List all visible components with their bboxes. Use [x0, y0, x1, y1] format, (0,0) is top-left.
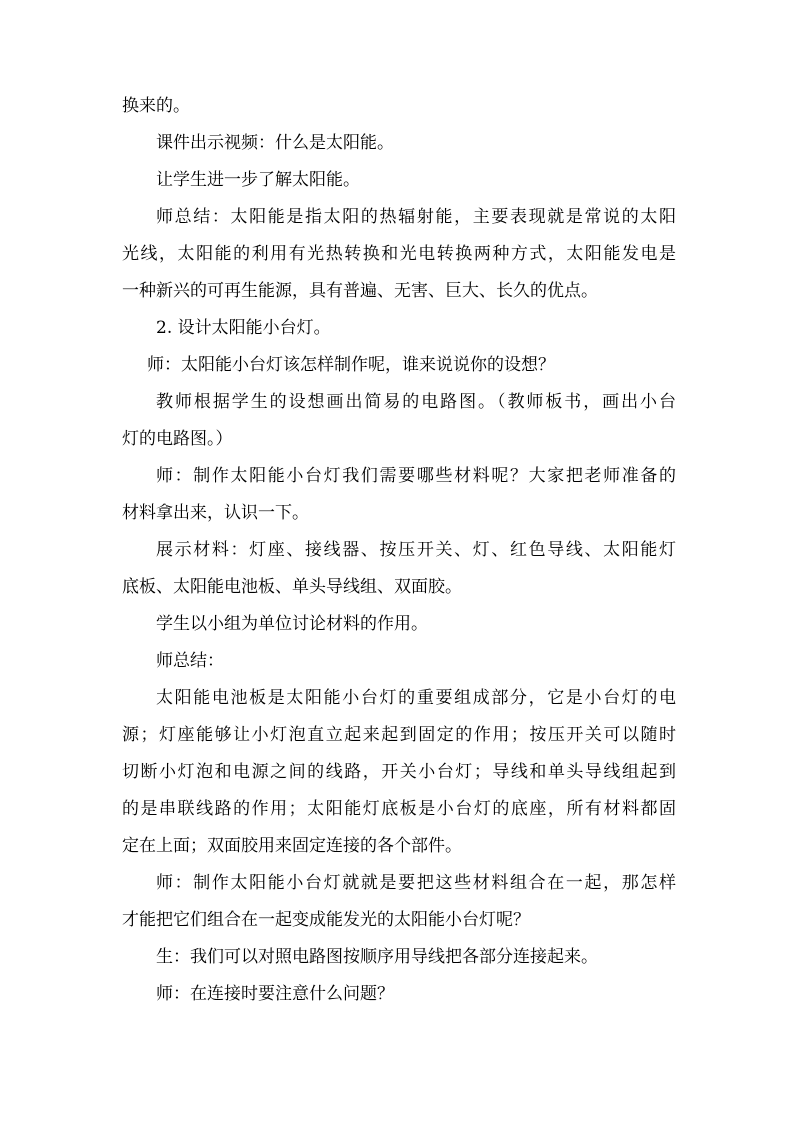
text-line-2: 课件出示视频：什么是太阳能。 — [156, 133, 394, 153]
text-line-12: 材料拿出来，认识一下。 — [122, 503, 309, 523]
text-line-3: 让学生进一步了解太阳能。 — [156, 170, 360, 190]
text-line-21: 定在上面；双面胶用来固定连接的各个部件。 — [122, 836, 462, 856]
text-line-11: 师：制作太阳能小台灯我们需要哪些材料呢？大家把老师准备的 — [156, 466, 676, 486]
text-line-25: 师：在连接时要注意什么问题？ — [156, 984, 394, 1004]
text-line-16: 师总结： — [156, 651, 224, 671]
text-line-8: 师：太阳能小台灯该怎样制作呢，谁来说说你的设想？ — [147, 355, 555, 375]
text-line-7: 2. 设计太阳能小台灯。 — [156, 318, 331, 338]
text-line-14: 底板、太阳能电池板、单头导线组、双面胶。 — [122, 577, 462, 597]
text-line-19: 切断小灯泡和电源之间的线路，开关小台灯；导线和单头导线组起到 — [122, 762, 676, 782]
text-line-5: 光线，太阳能的利用有光热转换和光电转换两种方式，太阳能发电是 — [122, 244, 676, 264]
text-line-1: 换来的。 — [122, 96, 190, 116]
text-line-22: 师：制作太阳能小台灯就就是要把这些材料组合在一起，那怎样 — [156, 873, 676, 893]
text-line-15: 学生以小组为单位讨论材料的作用。 — [156, 614, 428, 634]
text-line-13: 展示材料：灯座、接线器、按压开关、灯、红色导线、太阳能灯 — [156, 540, 676, 560]
text-line-24: 生：我们可以对照电路图按顺序用导线把各部分连接起来。 — [156, 947, 598, 967]
text-line-23: 才能把它们组合在一起变成能发光的太阳能小台灯呢？ — [122, 910, 530, 930]
text-line-4: 师总结：太阳能是指太阳的热辐射能，主要表现就是常说的太阳 — [156, 207, 676, 227]
text-line-6: 一种新兴的可再生能源，具有普遍、无害、巨大、长久的优点。 — [122, 281, 598, 301]
text-line-18: 源；灯座能够让小灯泡直立起来起到固定的作用；按压开关可以随时 — [122, 725, 676, 745]
text-line-17: 太阳能电池板是太阳能小台灯的重要组成部分，它是小台灯的电 — [156, 688, 676, 708]
text-line-9: 教师根据学生的设想画出简易的电路图。（教师板书，画出小台 — [156, 392, 676, 412]
text-line-20: 的是串联线路的作用；太阳能灯底板是小台灯的底座，所有材料都固 — [122, 799, 676, 819]
text-line-10: 灯的电路图。） — [122, 429, 233, 449]
